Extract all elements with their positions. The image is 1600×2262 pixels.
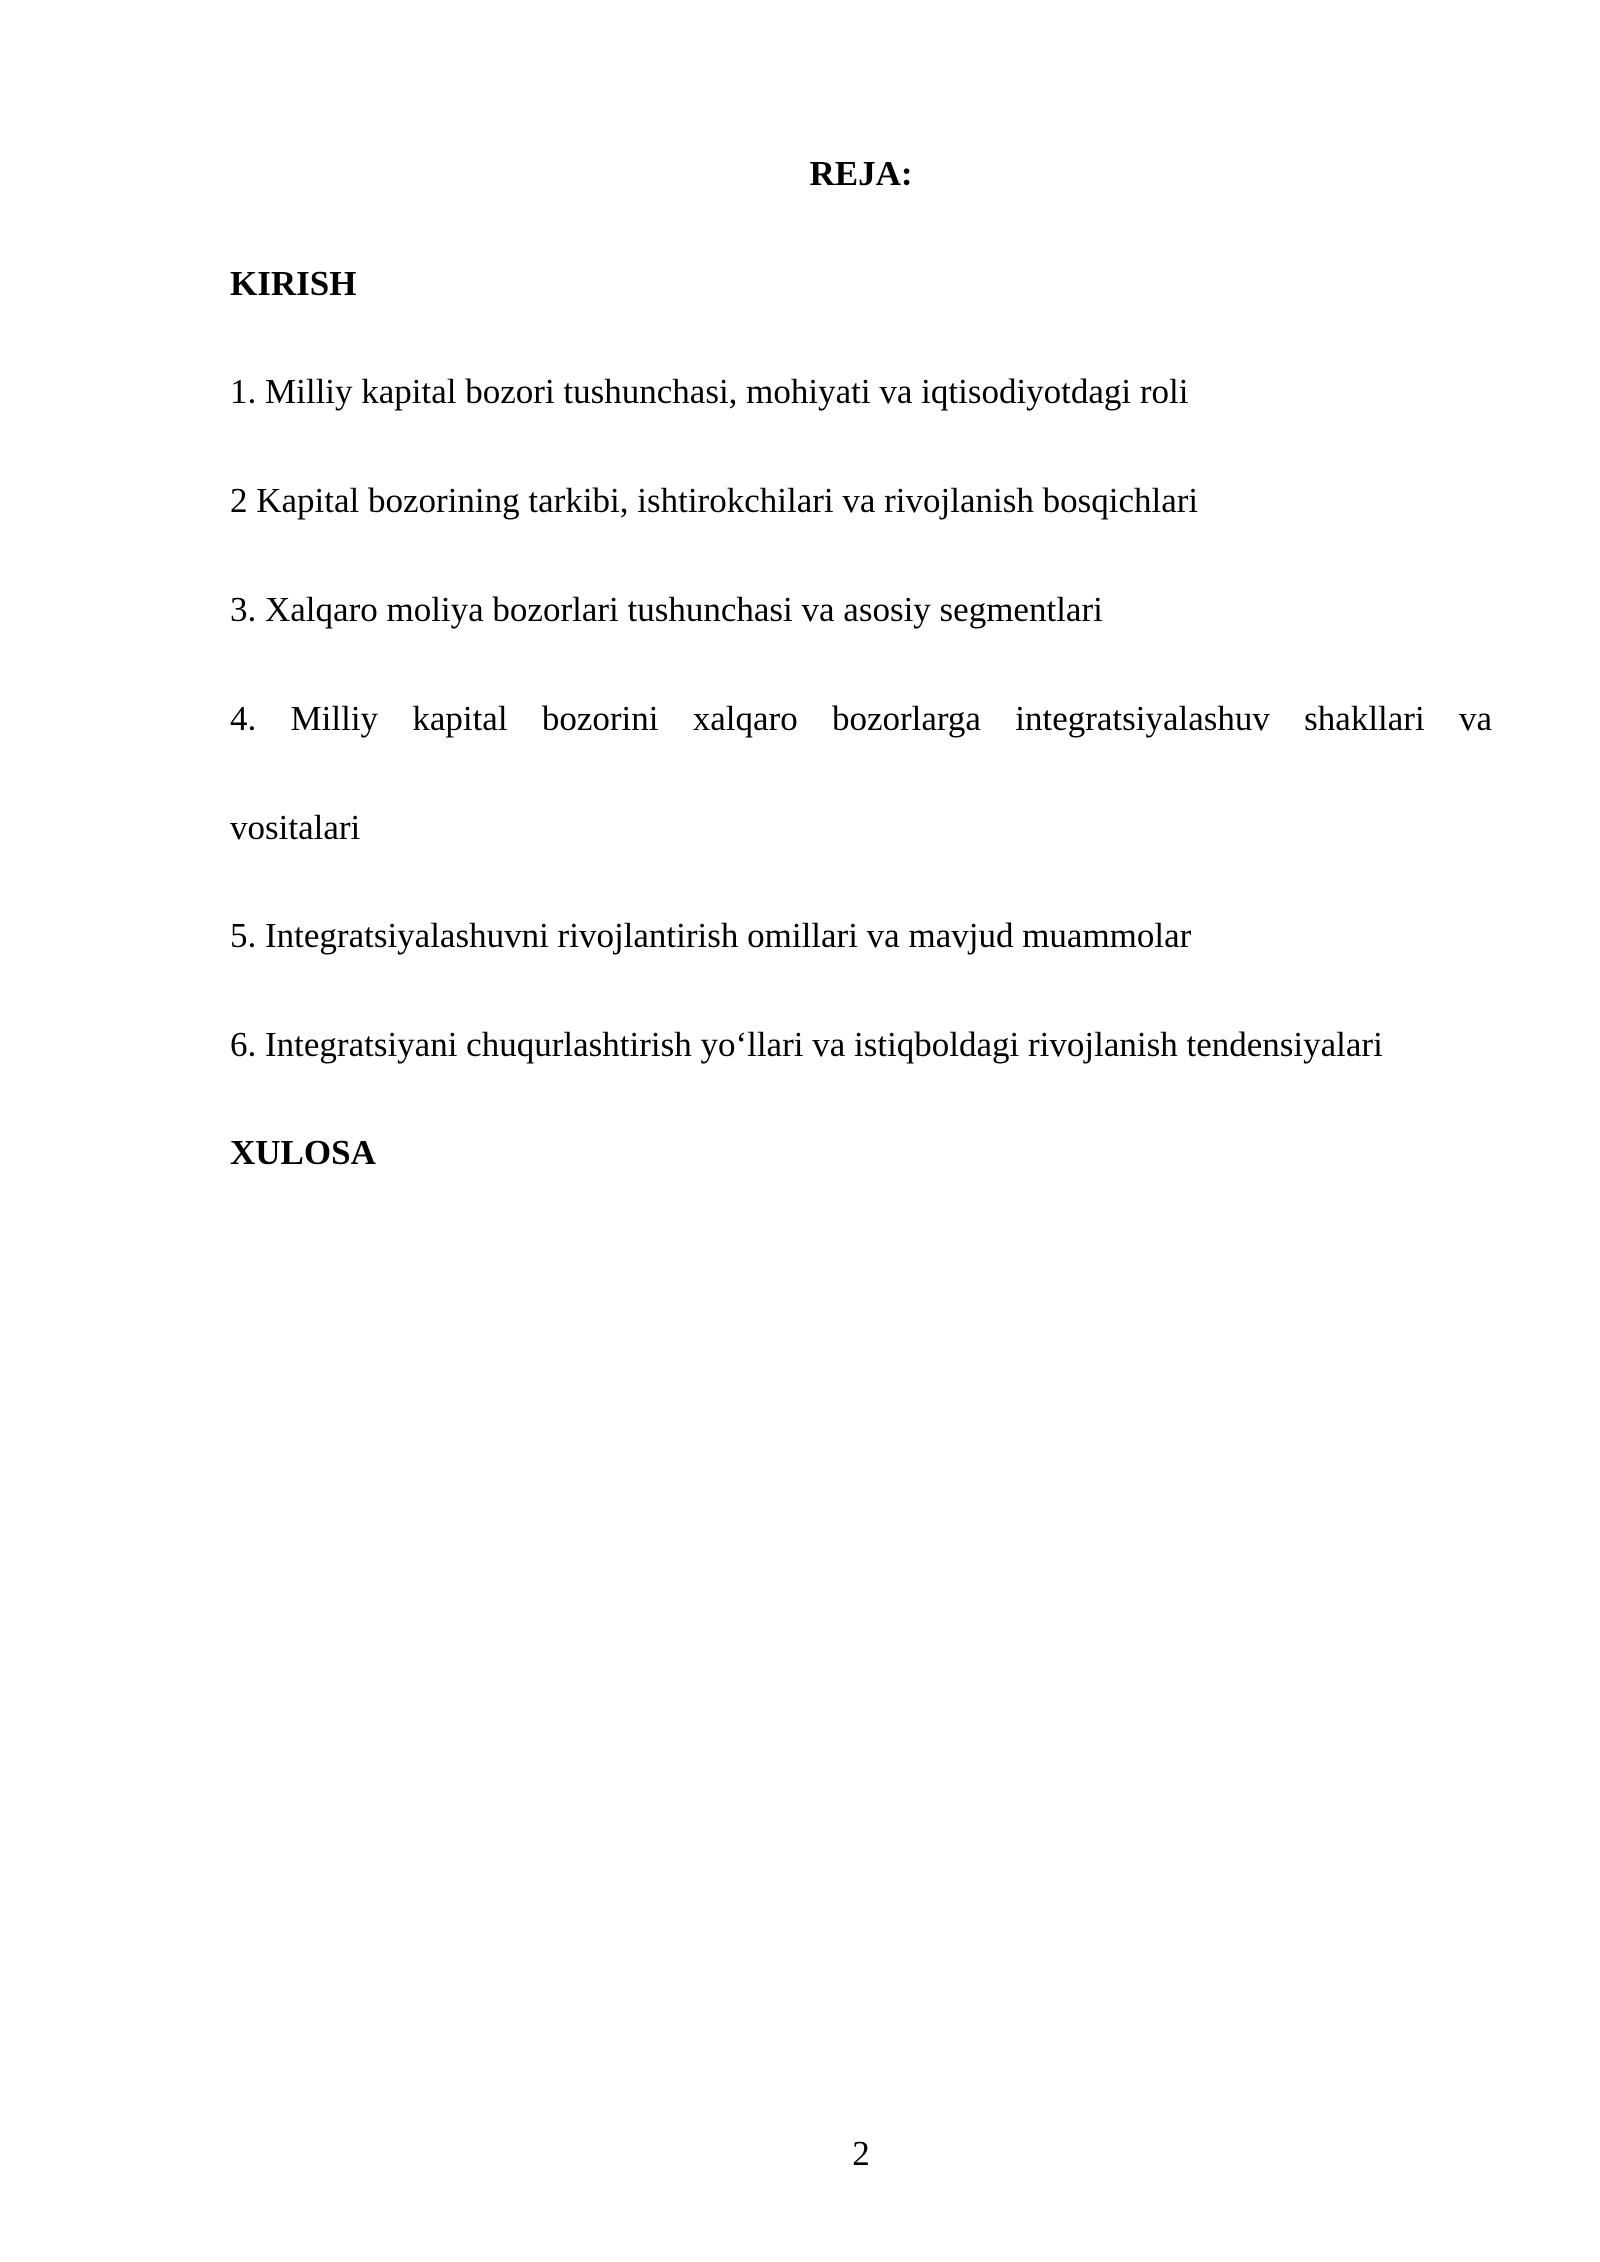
plan-item-5: 5. Integratsiyalashuvni rivojlantirish omillari va mavjud muammolar: [230, 916, 1192, 955]
page-number: 2: [852, 2134, 870, 2173]
plan-item-1: 1. Milliy kapital bozori tushunchasi, mohiyati va iqtisodiyotdagi roli: [230, 372, 1189, 411]
plan-item-2: 2 Kapital bozorining tarkibi, ishtirokchilari va rivojlanish bosqichlari: [230, 481, 1199, 520]
section-intro-heading: KIRISH: [230, 264, 357, 303]
plan-item-3: 3. Xalqaro moliya bozorlari tushunchasi va asosiy segmentlari: [230, 590, 1103, 629]
page-title: REJA:: [809, 154, 913, 193]
plan-item-4-line-1: 4. Milliy kapital bozorini xalqaro bozorlarga integratsiyalashuv shakllari va: [230, 699, 1492, 738]
plan-item-6: 6. Integratsiyani chuqurlashtirish yo‘llari va istiqboldagi rivojlanish tendensiyalari: [230, 1025, 1383, 1064]
plan-item-4-line-2: vositalari: [230, 808, 361, 847]
section-conclusion-heading: XULOSA: [230, 1133, 376, 1172]
